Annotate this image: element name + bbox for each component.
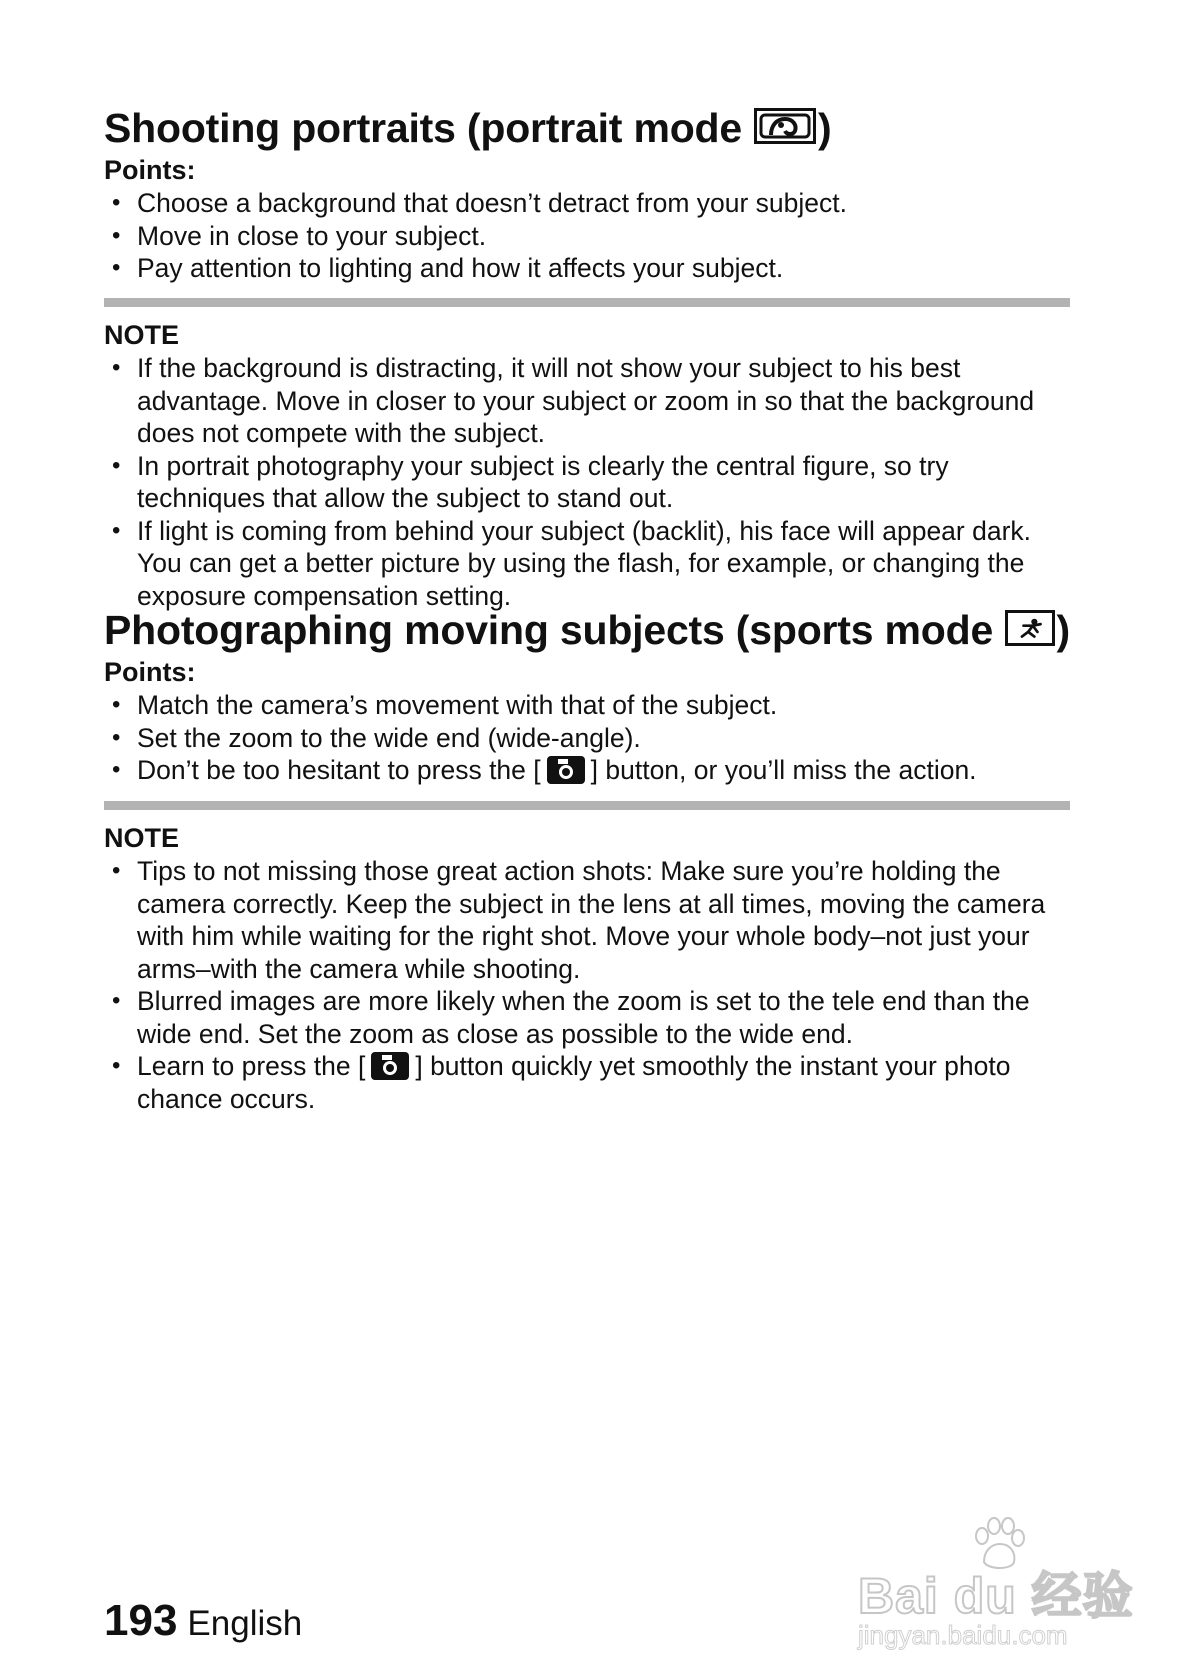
portrait-mode-section: [104, 102, 1070, 285]
portrait-title-text: Shooting portraits (portrait mode: [104, 105, 742, 151]
sports-note: [104, 801, 1070, 1115]
list-item: • Move in close to your subject.: [104, 220, 1070, 253]
sports-title-close: ): [1056, 607, 1070, 653]
shutter-camera-icon: [371, 1052, 409, 1080]
portrait-title-close: ): [818, 105, 832, 151]
note-text-before: Learn to press the [: [137, 1051, 366, 1081]
points-label: Points:: [104, 657, 196, 687]
page-language: English: [187, 1604, 303, 1643]
shutter-camera-icon: [547, 756, 585, 784]
point-text-before: Don’t be too hesitant to press the [: [137, 755, 541, 785]
points-list: [104, 689, 1070, 787]
points-list: [104, 187, 1070, 285]
note-list: [104, 352, 1070, 612]
divider: [104, 801, 1070, 810]
note-label: NOTE: [104, 823, 180, 853]
list-item: • Tips to not missing those great action shots: Make sure you’re holding the camera correctly. Keep the subject in the lens at all times, moving the camera with him while waiting for the right shot. Move your whole body–not just your arms–with the camera while shooting.: [104, 855, 1070, 985]
list-item: • Pay attention to lighting and how it affects your subject.: [104, 252, 1070, 285]
note-list: [104, 855, 1070, 1115]
sports-mode-icon: [1005, 610, 1054, 646]
sports-mode-section: [104, 604, 1070, 787]
watermark-brand: Bai du 经验: [858, 1568, 1134, 1624]
list-item: • Blurred images are more likely when the zoom is set to the tele end than the wide end. Set the zoom as close as possible to the wide end.: [104, 985, 1070, 1050]
list-item: • If light is coming from behind your subject (backlit), his face will appear dark. You can get a better picture by using the flash, for example, or changing the exposure compensation setting.: [104, 515, 1070, 613]
page-footer: [104, 1596, 302, 1646]
portrait-note: [104, 298, 1070, 612]
sports-title-text: Photographing moving subjects (sports mode: [104, 607, 994, 653]
list-item: [104, 754, 1070, 787]
watermark: [850, 1516, 1150, 1656]
watermark-url: jingyan.baidu.com: [858, 1620, 1068, 1650]
point-text-after: ] button, or you’ll miss the action.: [590, 755, 977, 785]
sports-section-title: [104, 604, 1070, 656]
list-item: [104, 1050, 1070, 1115]
list-item: • Set the zoom to the wide end (wide-angle).: [104, 722, 1070, 755]
note-label: NOTE: [104, 320, 180, 350]
list-item: • Choose a background that doesn’t detract from your subject.: [104, 187, 1070, 220]
portrait-section-title: [104, 102, 1070, 154]
list-item: • If the background is distracting, it will not show your subject to his best advantage. Move in closer to your subject or zoom in so that the background does not compete with the subject.: [104, 352, 1070, 450]
note-text-after: ] button quickly yet smoothly the instant your photo chance occurs.: [137, 1051, 1011, 1114]
portrait-mode-icon: [754, 108, 816, 144]
list-item: • Match the camera’s movement with that of the subject.: [104, 689, 1070, 722]
divider: [104, 298, 1070, 307]
points-label: Points:: [104, 155, 196, 185]
list-item: • In portrait photography your subject is clearly the central figure, so try techniques that allow the subject to stand out.: [104, 450, 1070, 515]
page-number: 193: [104, 1596, 178, 1645]
